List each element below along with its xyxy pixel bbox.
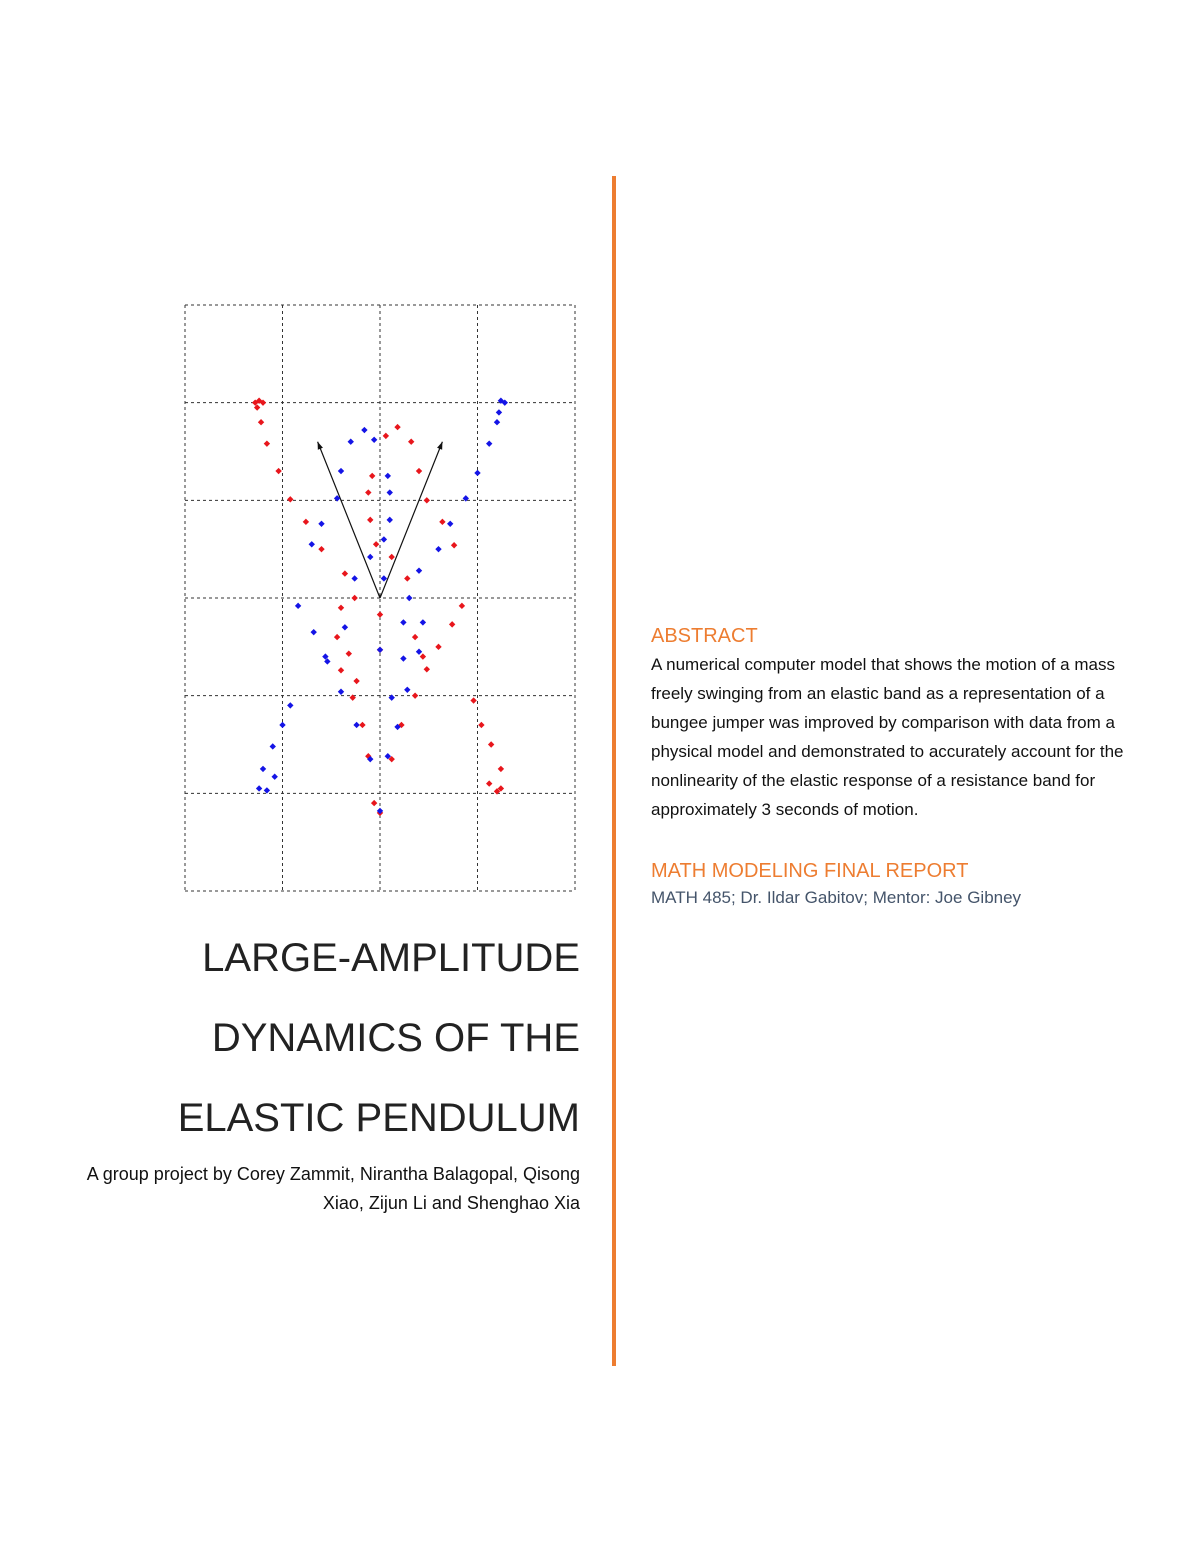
- blue-point-36: [371, 437, 377, 443]
- red-point-36: [424, 497, 430, 503]
- red-point-38: [408, 439, 414, 445]
- blue-point-45: [377, 647, 383, 653]
- red-point-46: [404, 575, 410, 581]
- red-point-51: [346, 650, 352, 656]
- red-point-6: [275, 468, 281, 474]
- red-point-33: [486, 780, 492, 786]
- red-point-44: [373, 541, 379, 547]
- red-point-23: [424, 666, 430, 672]
- red-point-41: [369, 473, 375, 479]
- red-point-28: [478, 722, 484, 728]
- blue-point-3: [494, 419, 500, 425]
- elastic-band-lines: [318, 442, 443, 598]
- red-point-24: [435, 644, 441, 650]
- red-point-34: [451, 542, 457, 548]
- abstract-sidebar: [651, 622, 1151, 912]
- band-arrowhead-0: [318, 442, 323, 450]
- red-point-4: [258, 419, 264, 425]
- title-line-2: DYNAMICS OF THE: [211, 1016, 580, 1060]
- blue-point-34: [348, 439, 354, 445]
- blue-point-7: [447, 521, 453, 527]
- red-point-29: [488, 741, 494, 747]
- blue-point-28: [264, 787, 270, 793]
- course-info: MATH 485; Dr. Ildar Gabitov; Mentor: Joe Gibney: [651, 888, 1022, 907]
- blue-point-8: [435, 546, 441, 552]
- red-point-50: [377, 611, 383, 617]
- red-point-42: [365, 489, 371, 495]
- blue-point-33: [338, 468, 344, 474]
- red-point-16: [359, 722, 365, 728]
- blue-point-25: [270, 743, 276, 749]
- blue-point-11: [420, 619, 426, 625]
- blue-point-30: [309, 541, 315, 547]
- blue-point-23: [287, 702, 293, 708]
- red-point-43: [367, 517, 373, 523]
- vertical-divider: [612, 176, 616, 1366]
- red-point-13: [334, 634, 340, 640]
- blue-point-2: [496, 409, 502, 415]
- title-line-1: LARGE-AMPLITUDE: [202, 936, 580, 980]
- red-point-48: [420, 653, 426, 659]
- report-type-heading: MATH MODELING FINAL REPORT: [651, 860, 969, 882]
- red-point-47: [412, 634, 418, 640]
- red-point-40: [383, 433, 389, 439]
- red-point-30: [498, 766, 504, 772]
- abstract-text: A numerical computer model that shows the motion of a mass freely swinging from an elastic band as a representation of a bungee jumper was improved by comparison with data from a physical model and demonstrated to accurately account for the nonlinearity of the elastic response of a resistance band for approximately 3 seconds of motion.: [651, 655, 1124, 819]
- blue-point-26: [260, 766, 266, 772]
- red-point-11: [351, 595, 357, 601]
- blue-point-22: [295, 603, 301, 609]
- red-point-8: [303, 519, 309, 525]
- abstract-heading: ABSTRACT: [651, 625, 758, 647]
- blue-point-13: [404, 687, 410, 693]
- red-point-7: [287, 496, 293, 502]
- red-point-37: [416, 468, 422, 474]
- red-point-10: [342, 570, 348, 576]
- blue-point-48: [400, 655, 406, 661]
- title-line-3: ELASTIC PENDULUM: [177, 1096, 580, 1140]
- red-point-39: [394, 424, 400, 430]
- red-point-5: [264, 440, 270, 446]
- blue-point-5: [474, 470, 480, 476]
- blue-point-31: [318, 521, 324, 527]
- red-point-18: [371, 800, 377, 806]
- blue-point-9: [416, 567, 422, 573]
- band-arrowhead-1: [437, 442, 442, 450]
- blue-point-21: [311, 629, 317, 635]
- blue-point-39: [387, 517, 393, 523]
- blue-point-29: [272, 774, 278, 780]
- blue-point-24: [279, 722, 285, 728]
- red-point-25: [449, 621, 455, 627]
- red-point-12: [338, 605, 344, 611]
- author-list: A group project by Corey Zammit, Nirantha Balagopal, Qisong Xiao, Zijun Li and Shenghao Xia: [86, 1164, 580, 1213]
- red-point-26: [459, 603, 465, 609]
- red-point-22: [412, 692, 418, 698]
- blue-point-10: [406, 595, 412, 601]
- blue-point-18: [353, 722, 359, 728]
- blue-point-37: [385, 473, 391, 479]
- red-point-52: [353, 678, 359, 684]
- report-title: [100, 918, 580, 1158]
- blue-point-46: [400, 619, 406, 625]
- blue-point-41: [367, 554, 373, 560]
- blue-point-42: [351, 575, 357, 581]
- blue-point-49: [381, 575, 387, 581]
- blue-point-38: [387, 489, 393, 495]
- red-point-45: [389, 554, 395, 560]
- red-point-35: [439, 519, 445, 525]
- blue-point-35: [361, 427, 367, 433]
- blue-point-40: [381, 536, 387, 542]
- blue-point-27: [256, 785, 262, 791]
- blue-point-4: [486, 440, 492, 446]
- red-point-9: [318, 546, 324, 552]
- blue-point-12: [416, 649, 422, 655]
- blue-point-43: [342, 624, 348, 630]
- red-point-27: [470, 697, 476, 703]
- red-point-14: [338, 667, 344, 673]
- blue-point-19: [338, 689, 344, 695]
- elastic-pendulum-trajectory-plot: [170, 295, 590, 905]
